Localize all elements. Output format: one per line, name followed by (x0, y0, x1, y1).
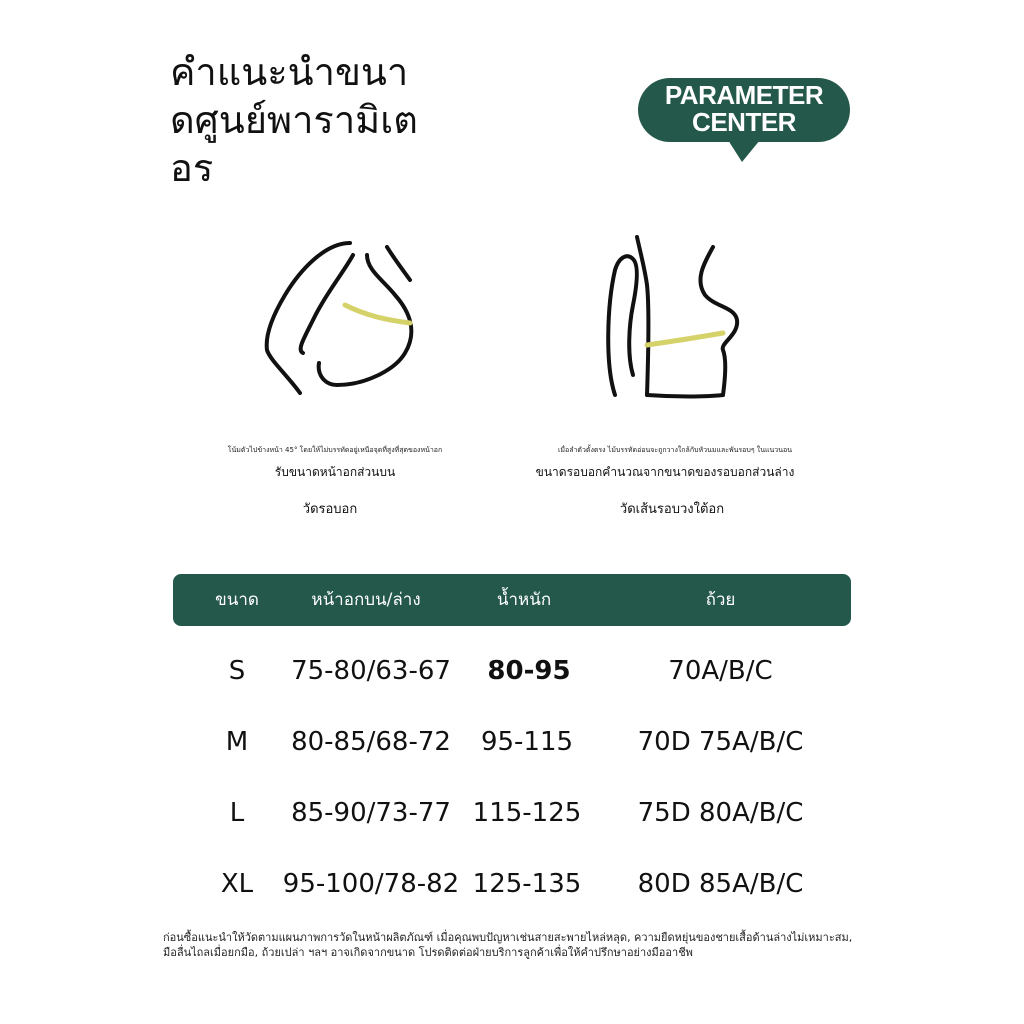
cell-cup: 70D 75A/B/C (637, 727, 804, 757)
size-table-header (173, 574, 851, 626)
cell-size: L (229, 798, 245, 828)
left-caption: รับขนาดหน้าอกส่วนบน (274, 465, 396, 479)
header-bust: หน้าอกบน/ล่าง (311, 590, 421, 610)
cell-weight: 115-125 (472, 798, 582, 828)
table-row (173, 646, 851, 696)
page-title (170, 48, 460, 192)
cell-size: M (225, 727, 249, 757)
table-row (173, 788, 851, 838)
cell-bust: 85-90/73-77 (291, 798, 451, 828)
cell-size: XL (220, 869, 254, 899)
header-cup: ถ้วย (705, 590, 736, 610)
right-label: วัดเส้นรอบวงใต้อก (619, 502, 725, 517)
right-small-note: เมื่อลำตัวตั้งตรง ไม้บรรทัดอ่อนจะถูกวางใกล้กับหัวนมและพันรอบๆ ในแนวนอน (557, 446, 793, 454)
right-caption: ขนาดรอบอกคำนวณจากขนาดของรอบอกส่วนล่าง (535, 465, 795, 479)
cell-weight: 125-135 (472, 869, 582, 899)
cell-bust: 95-100/78-82 (282, 869, 460, 899)
title-line-2: ดศูนย์พารามิเต (170, 98, 418, 142)
title-line-3: อร (170, 146, 214, 190)
header-weight: น้ำหนัก (496, 590, 552, 610)
cell-cup: 80D 85A/B/C (637, 869, 804, 899)
cell-size: S (228, 656, 246, 686)
parameter-center-badge (636, 76, 852, 166)
cell-bust: 75-80/63-67 (291, 656, 451, 686)
left-label: วัดรอบอก (302, 502, 358, 517)
table-row (173, 859, 851, 909)
header-size: ขนาด (215, 590, 259, 610)
footer-note: ก่อนซื้อแนะนำให้วัดตามแผนภาพการวัดในหน้าผลิตภัณฑ์ เมื่อคุณพบปัญหาเช่นสายสะพายไหล่หลุด, ความยืดหยุ่นของชายเสื้อด้านล่างไม่เหมาะสม, มือลื่นไถลเมื่อยกมือ, ถ้วยเปล่า ฯลฯ อาจเกิดจากขนาด โปรดติดต่อฝ่ายบริการลูกค้าเพื่อให้คำปรึกษาอย่างมืออาชีพ (163, 931, 853, 959)
badge-line-2: CENTER (692, 107, 796, 137)
underbust-illustration (585, 225, 765, 405)
cell-cup: 75D 80A/B/C (637, 798, 804, 828)
cell-bust: 80-85/68-72 (291, 727, 451, 757)
title-line-1: คำแนะนำขนา (170, 50, 409, 94)
left-small-note: โน้มตัวไปข้างหน้า 45° โดยให้ไม่บรรทัดอยู่เหนือจุดที่สูงที่สุดของหน้าอก (227, 446, 443, 454)
cell-cup: 70A/B/C (668, 656, 773, 686)
cell-weight: 95-115 (480, 727, 574, 757)
table-row (173, 717, 851, 767)
upper-bust-illustration (255, 225, 435, 405)
cell-weight: 80-95 (487, 656, 571, 686)
badge-line-1: PARAMETER (664, 80, 824, 110)
